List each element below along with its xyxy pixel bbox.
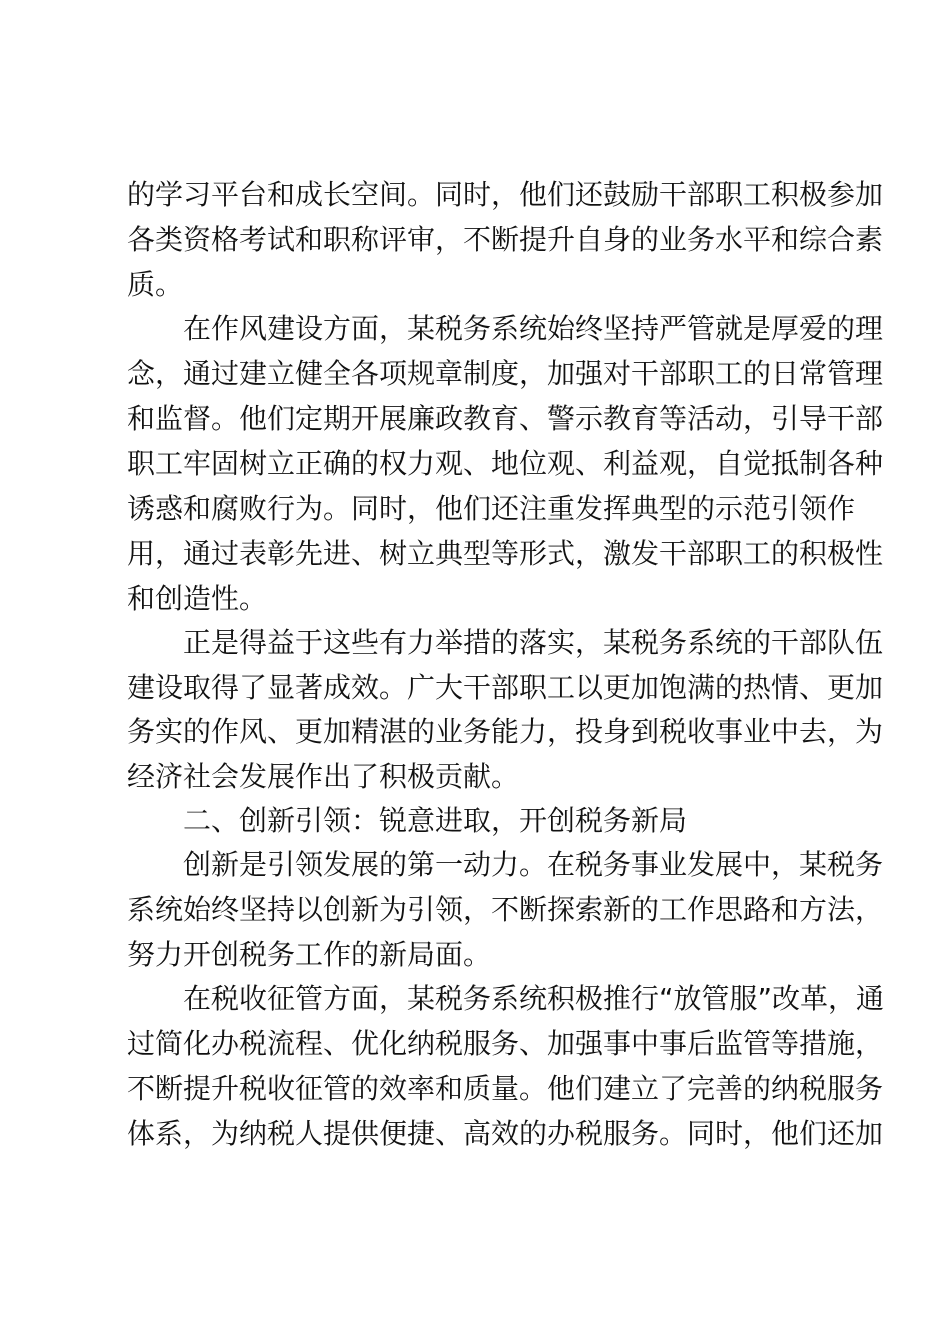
text-line: 经济社会发展作出了积极贡献。 [127,760,520,793]
text-line: 和创造性。 [127,582,268,615]
text-line: 努力开创税务工作的新局面。 [127,938,492,971]
text-line: 不断提升税收征管的效率和质量。他们建立了完善的纳税服务 [127,1072,884,1105]
paragraph-start: 在作风建设方面，某税务系统始终坚持严管就是厚爱的理 [183,312,884,345]
text-line: 职工牢固树立正确的权力观、地位观、利益观，自觉抵制各种 [127,447,884,480]
paragraph-start: 正是得益于这些有力举措的落实，某税务系统的干部队伍 [183,626,884,659]
text-line: 过简化办税流程、优化纳税服务、加强事中事后监管等措施， [127,1027,884,1060]
text-line: 和监督。他们定期开展廉政教育、警示教育等活动，引导干部 [127,402,884,435]
section-heading: 二、创新引领：锐意进取，开创税务新局 [183,804,688,837]
text-line: 体系，为纳税人提供便捷、高效的办税服务。同时，他们还加 [127,1117,884,1150]
text-line: 用，通过表彰先进、树立典型等形式，激发干部职工的积极性 [127,537,884,570]
text-line: 系统始终坚持以创新为引领，不断探索新的工作思路和方法， [127,893,884,926]
text-line: 建设取得了显著成效。广大干部职工以更加饱满的热情、更加 [127,671,884,704]
text-line: 诱惑和腐败行为。同时，他们还注重发挥典型的示范引领作 [127,492,856,525]
text-line: 各类资格考试和职称评审，不断提升自身的业务水平和综合素 [127,223,884,256]
paragraph-start: 在税收征管方面，某税务系统积极推行“放管服”改革，通 [183,982,885,1015]
text-line: 务实的作风、更加精湛的业务能力，投身到税收事业中去，为 [127,715,884,748]
paragraph-start: 创新是引领发展的第一动力。在税务事业发展中，某税务 [183,848,884,881]
text-line: 质。 [127,268,184,301]
text-line: 念，通过建立健全各项规章制度，加强对干部职工的日常管理 [127,357,884,390]
text-line: 的学习平台和成长空间。同时，他们还鼓励干部职工积极参加 [127,178,884,211]
